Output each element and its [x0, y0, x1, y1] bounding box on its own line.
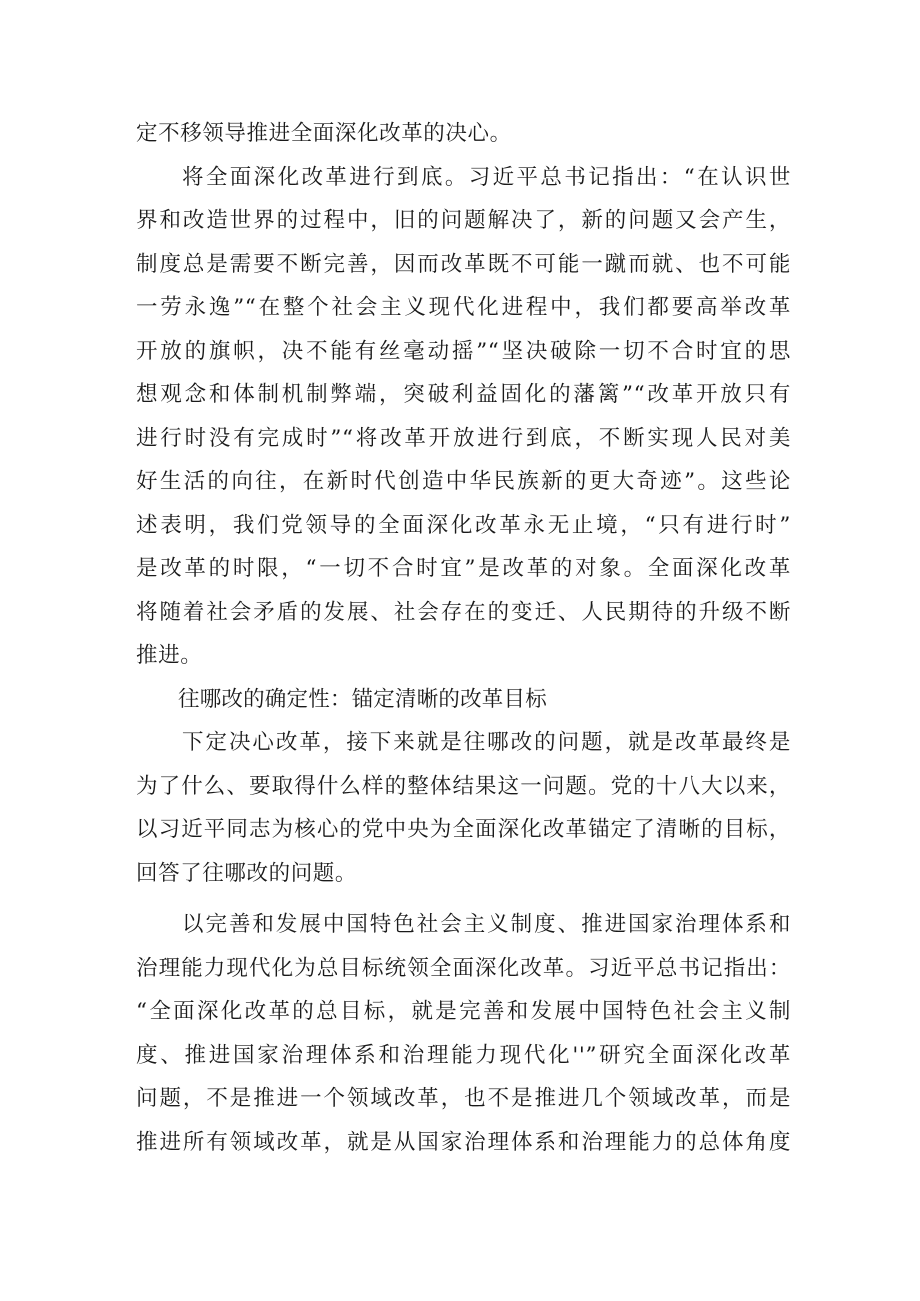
- paragraph-gap: [136, 895, 791, 903]
- text-line: 定不移领导推进全面深化改革的决心。: [136, 121, 512, 146]
- text-line: 界和改造世界的过程中，旧的问题解决了，新的问题又会产生，: [136, 208, 791, 233]
- paragraph-continuation: [136, 112, 791, 156]
- text-line: 将全面深化改革进行到底。习近平总书记指出：“在认识世: [182, 164, 791, 190]
- text-line: 想观念和体制机制弊端，突破利益固化的藩篱”“改革开放只有: [136, 382, 791, 407]
- paragraph-reform-to-the-end: [136, 156, 791, 678]
- document-body: [136, 112, 791, 1164]
- text-line: 将随着社会矛盾的发展、社会存在的变迁、人民期待的升级不断: [136, 599, 791, 625]
- text-line: 好生活的向往，在新时代创造中华民族新的更大奇迹”。这些论: [136, 469, 791, 494]
- paragraph-where-to-reform: [136, 721, 791, 895]
- paragraph-overall-goal: [136, 903, 791, 1164]
- text-line: 下定决心改革，接下来就是往哪改的问题，就是改革最终是: [182, 730, 791, 755]
- text-line: 治理能力现代化为总目标统领全面深化改革。习近平总书记指出：: [136, 955, 791, 981]
- text-line: 度、推进国家治理体系和治理能力现代化''”研究全面深化改革: [136, 1042, 791, 1068]
- text-line: 进行时没有完成时”“将改革开放进行到底，不断实现人民对美: [136, 425, 791, 451]
- text-line: 回答了往哪改的问题。: [136, 860, 358, 886]
- text-line: “全面深化改革的总目标，就是完善和发展中国特色社会主义制: [136, 999, 791, 1024]
- text-line: 制度总是需要不断完善，因而改革既不可能一蹴而就、也不可能: [136, 251, 791, 277]
- text-line: 一劳永逸”“在整个社会主义现代化进程中，我们都要高举改革: [136, 295, 791, 320]
- text-line: 是改革的时限，“一切不合时宜”是改革的对象。全面深化改革: [136, 556, 791, 581]
- text-line: 开放的旗帜，决不能有丝毫动摇”“坚决破除一切不合时宜的思: [136, 338, 791, 364]
- text-line: 问题，不是推进一个领域改革，也不是推进几个领域改革，而是: [136, 1086, 791, 1111]
- section-heading: 往哪改的确定性：锚定清晰的改革目标: [178, 686, 547, 712]
- text-line: 为了什么、要取得什么样的整体结果这一问题。党的十八大以来，: [136, 773, 791, 799]
- text-line: 推进所有领域改革，就是从国家治理体系和治理能力的总体角度: [136, 1129, 791, 1155]
- text-line: 以习近平同志为核心的党中央为全面深化改革锚定了清晰的目标，: [136, 817, 791, 842]
- text-line: 述表明，我们党领导的全面深化改革永无止境，“只有进行时”: [136, 512, 791, 538]
- text-line: 推进。: [136, 643, 203, 668]
- text-line: 以完善和发展中国特色社会主义制度、推进国家治理体系和: [182, 912, 791, 937]
